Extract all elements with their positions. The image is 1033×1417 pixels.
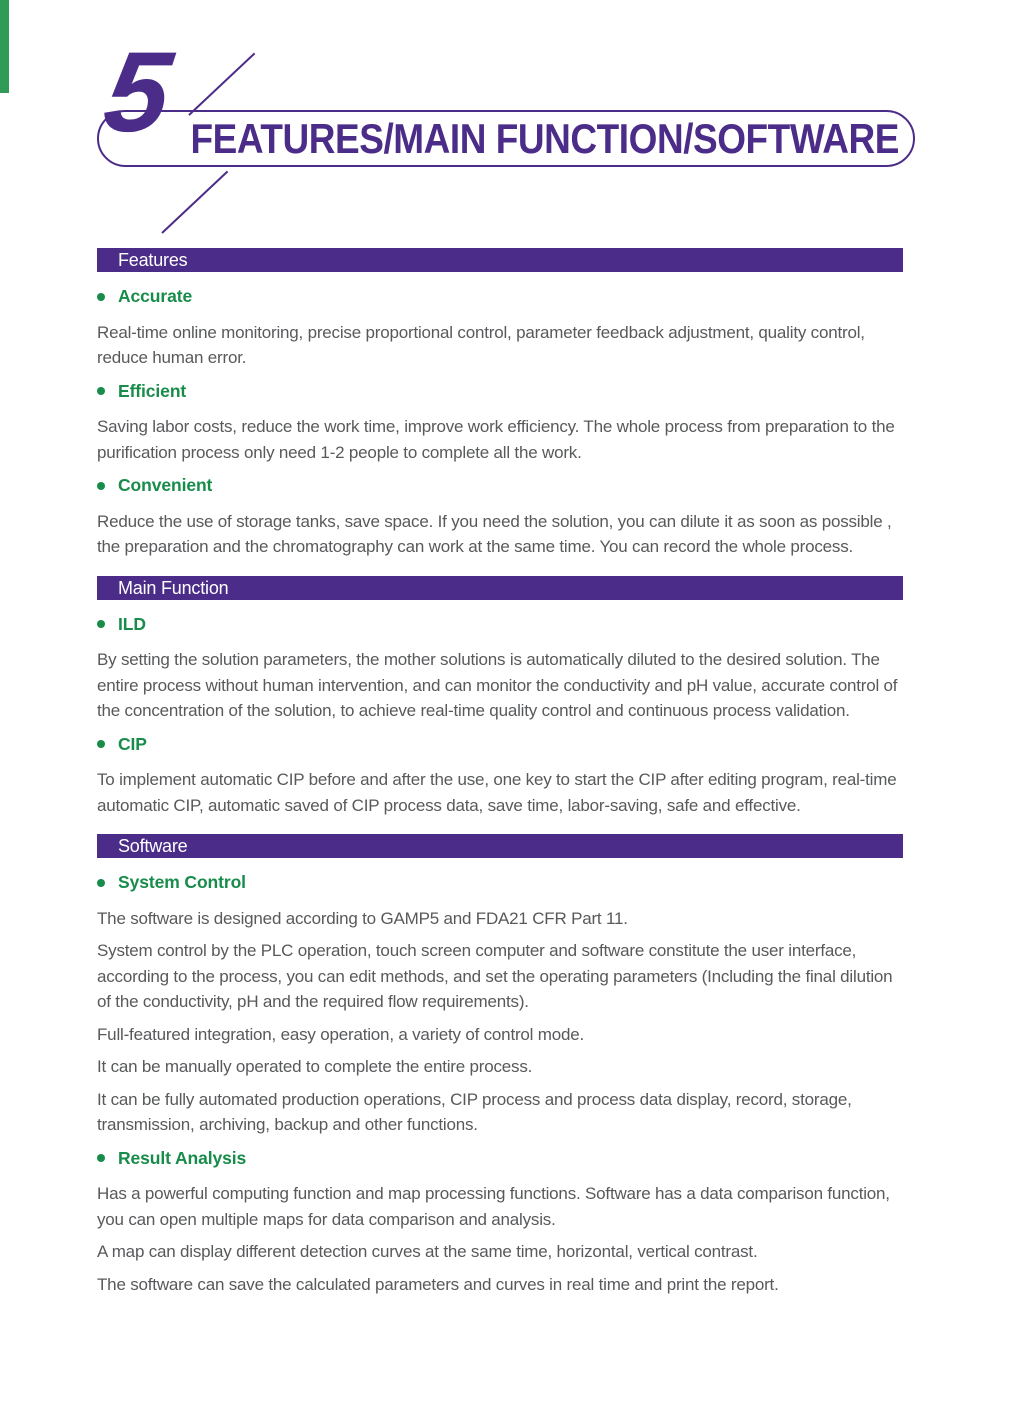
bullet-icon [97, 740, 105, 748]
software-heading-label: System Control [118, 872, 246, 892]
bullet-icon [97, 620, 105, 628]
function-heading-label: CIP [118, 733, 147, 754]
bullet-icon [97, 293, 105, 301]
bullet-icon [97, 879, 105, 887]
page-title: FEATURES/MAIN FUNCTION/SOFTWARE [190, 114, 899, 162]
software-heading-label: Result Analysis [118, 1147, 247, 1168]
body-paragraph: Saving labor costs, reduce the work time, improve work efficiency. The whole process from preparation to the purification process only need 1-2 people to complete all the work. [97, 417, 895, 462]
feature-heading-accurate [97, 284, 909, 310]
feature-heading-label: Convenient [118, 475, 213, 495]
content-area [97, 248, 909, 1304]
body-paragraph: A map can display different detection curves at the same time, horizontal, vertical contrast. [97, 1242, 758, 1261]
body-paragraph: System control by the PLC operation, touch screen computer and software constitute the user interface, according to the process, you can edit methods, and set the operating parameters (Including the final dilution of the conductivity, pH and the required flow requirements). [97, 941, 893, 1011]
feature-heading-label: Efficient [118, 380, 187, 401]
chapter-number: 5 [97, 29, 179, 156]
feature-heading-label: Accurate [118, 286, 193, 306]
diagonal-line-top [188, 53, 255, 116]
body-paragraph: By setting the solution parameters, the mother solutions is automatically diluted to the desired solution. The entire process without human intervention, and can monitor the conductivity and pH value, accurate control of the concentration of the solution, to achieve real-time quality control and continuous process validation. [97, 650, 898, 720]
chapter-header [0, 0, 1033, 248]
section-header-features: Features [97, 248, 903, 272]
bullet-icon [97, 482, 105, 490]
section-header-main-function: Main Function [97, 576, 903, 600]
section-header-software: Software [97, 834, 903, 858]
software-heading-system-control [97, 870, 909, 896]
body-paragraph: Full-featured integration, easy operation, a variety of control mode. [97, 1024, 585, 1044]
function-heading-cip [97, 732, 909, 758]
software-heading-result-analysis [97, 1146, 909, 1172]
body-paragraph: It can be manually operated to complete the entire process. [97, 1057, 533, 1076]
bullet-icon [97, 1154, 105, 1162]
bullet-icon [97, 387, 105, 395]
body-paragraph: It can be fully automated production operations, CIP process and process data display, record, storage, transmission, archiving, backup and other functions. [97, 1089, 852, 1134]
body-paragraph: Reduce the use of storage tanks, save space. If you need the solution, you can dilute it as soon as possible , the preparation and the chromatography can work at the same time. You can record the whole process. [97, 511, 892, 556]
chapter-title-box [97, 110, 915, 167]
body-paragraph: The software can save the calculated parameters and curves in real time and print the report. [97, 1274, 779, 1294]
diagonal-line-bottom [161, 171, 228, 234]
body-paragraph: The software is designed according to GAMP5 and FDA21 CFR Part 11. [97, 908, 628, 928]
body-paragraph: To implement automatic CIP before and after the use, one key to start the CIP after editing program, real-time automatic CIP, automatic saved of CIP process data, save time, labor-saving, safe and effective. [97, 770, 897, 815]
function-heading-ild [97, 612, 909, 638]
feature-heading-convenient [97, 473, 909, 499]
body-paragraph: Real-time online monitoring, precise proportional control, parameter feedback adjustment, quality control, reduce human error. [97, 322, 865, 367]
feature-heading-efficient [97, 379, 909, 405]
function-heading-label: ILD [118, 613, 146, 634]
body-paragraph: Has a powerful computing function and map processing functions. Software has a data comparison function, you can open multiple maps for data comparison and analysis. [97, 1184, 890, 1229]
